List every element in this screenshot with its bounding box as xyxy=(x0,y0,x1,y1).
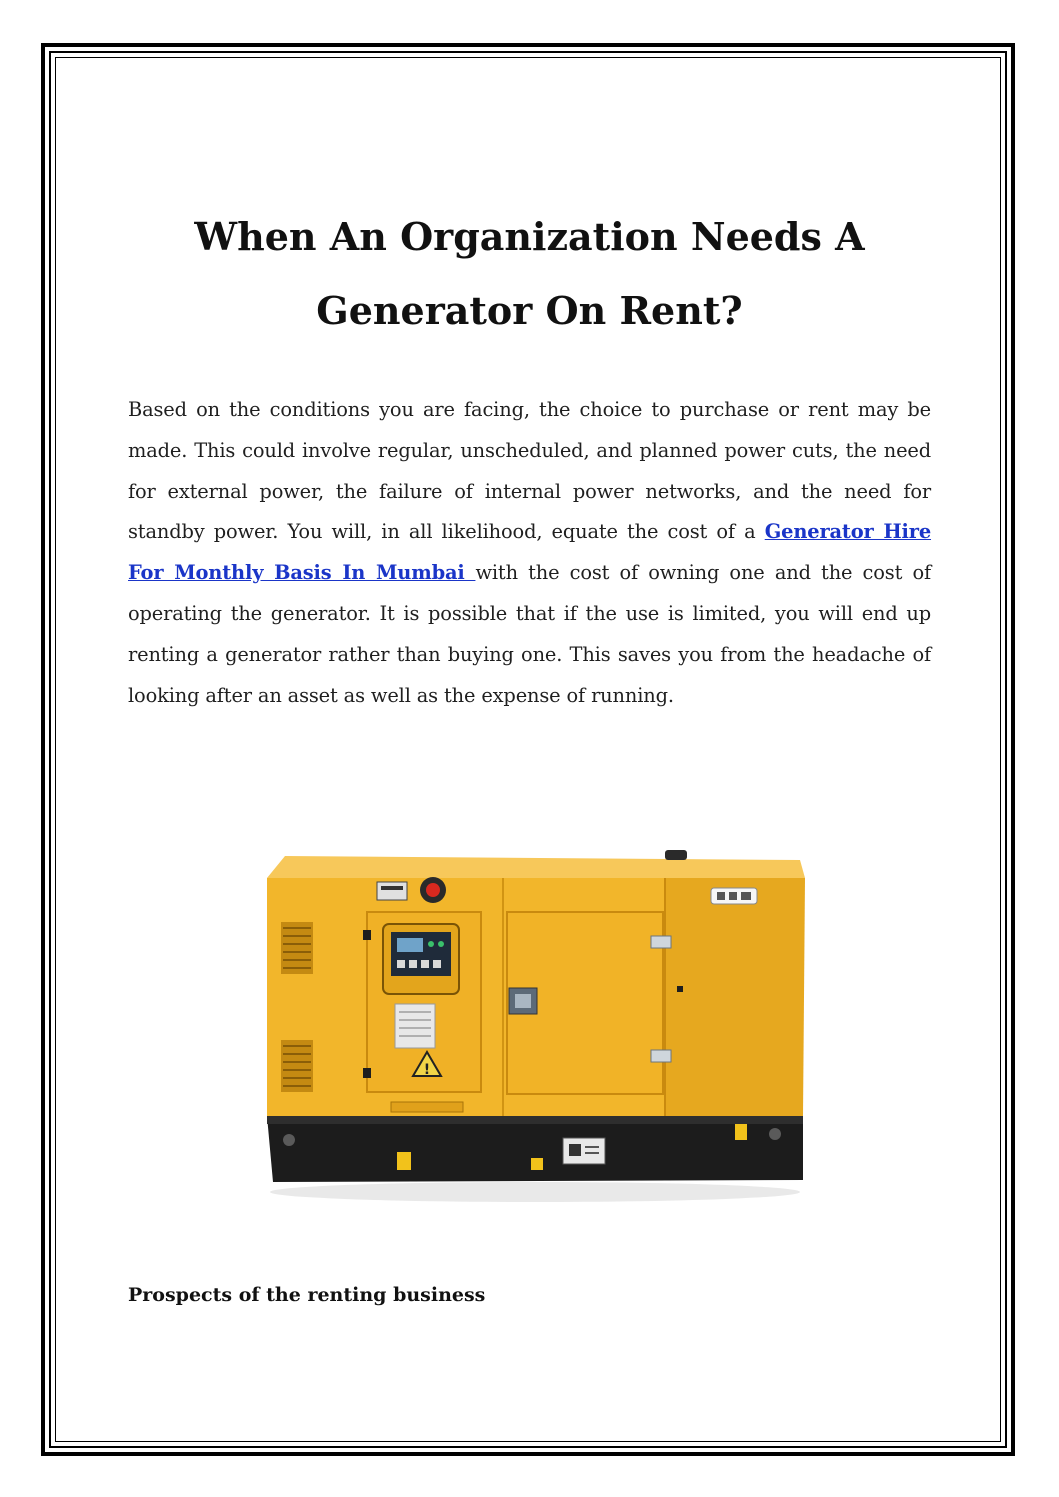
document-title: When An Organization Needs A Generator On Rent? xyxy=(194,214,865,333)
generator-image xyxy=(245,820,820,1210)
section-subheading: Prospects of the renting business xyxy=(128,1284,486,1306)
intro-paragraph xyxy=(128,390,931,716)
svg-text:!: ! xyxy=(423,1062,431,1078)
generator-hire-link[interactable]: Generator Hire For Monthly Basis In Mumbai xyxy=(128,520,932,585)
paragraph-text-before-link: Based on the conditions you are facing, the choice to purchase or rent may be made. This could involve regular, unscheduled, and planned power cuts, the need for external power, the failure of internal power networks, and the need for standby power. You will, in all likelihood, equate the cost of a xyxy=(128,398,931,544)
paragraph-text-after-link: with the cost of owning one and the cost of operating the generator. It is possible that if the use is limited, you will end up renting a generator rather than buying one. This saves you from the headache of looking after an asset as well as the expense of running. xyxy=(128,561,931,707)
